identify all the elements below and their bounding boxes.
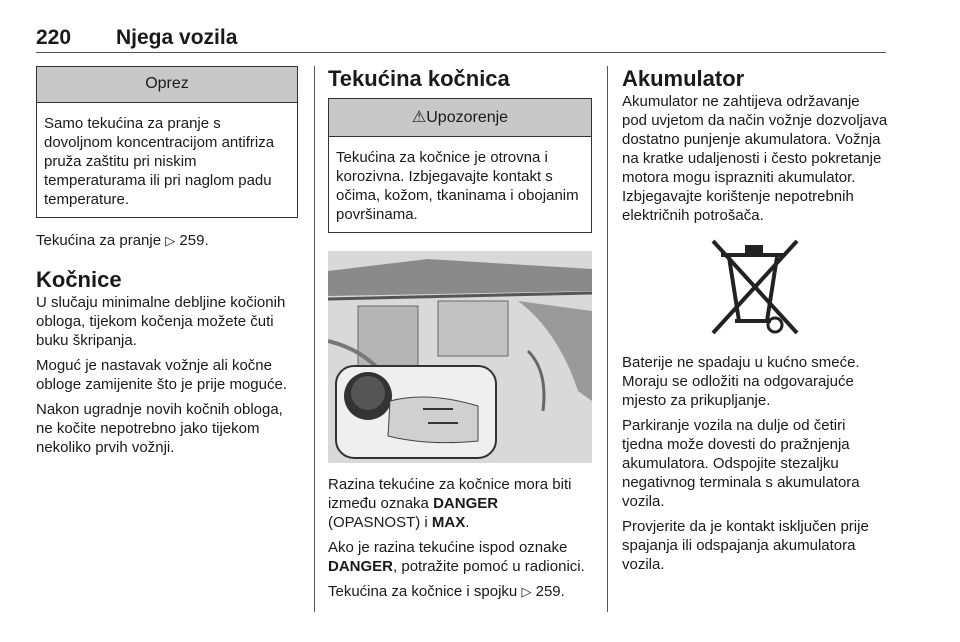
battery-paragraph-3: Baterije ne spadaju u kućno smeće. Moraju se odložiti na odgovarajuće mjesto za prikupljanje. <box>622 354 860 409</box>
brakes-paragraph-1: U slučaju minimalne debljine kočionih obloga, tijekom kočenja možete čuti buku škripanja. <box>36 294 286 349</box>
caution-title: Oprez <box>37 67 297 103</box>
reference-page: 259. <box>179 232 209 249</box>
brake-fluid-reservoir-photo <box>328 251 592 463</box>
battery-paragraph-5: Provjerite da je kontakt isključen prije spajanja ili odspajanja akumulatora vozila. <box>622 518 869 573</box>
battery-paragraph-2: Izbjegavajte korištenje nepotrebnih električnih potrošača. <box>622 188 854 224</box>
brakes-paragraph-2: Moguć je nastavak vožnje ali kočne obloge zamijenite što je prije moguće. <box>36 357 287 393</box>
brake-fluid-level-paragraph: Razina tekućine za kočnice mora biti između oznaka DANGER (OPASNOST) i MAX. <box>328 476 572 531</box>
washer-fluid-reference[interactable]: Tekućina za pranje ▷ 259. <box>36 232 209 249</box>
caution-text: Samo tekućina za pranje s dovoljnom koncentracijom antifriza pruža zaštitu pri niskim temperaturama ili pri naglom padu temperature. <box>44 115 275 208</box>
caution-box <box>36 66 298 218</box>
brakes-heading: Kočnice <box>36 267 122 292</box>
column-divider <box>607 66 608 612</box>
battery-paragraph-1: Akumulator ne zahtijeva održavanje pod uvjetom da način vožnje dozvoljava dostatno punjenje akumulatora. Vožnja na kratke udaljenosti i često pokretanje motora mogu isprazniti akumulator. <box>622 93 888 186</box>
warning-box <box>328 98 592 233</box>
page-number: 220 <box>36 26 72 49</box>
danger-mark-label: DANGER <box>433 495 499 512</box>
column-left <box>36 66 298 457</box>
warning-title: Upozorenje <box>426 109 509 126</box>
danger-mark-label-2: DANGER <box>328 558 394 575</box>
column-middle <box>328 66 592 601</box>
max-mark-label: MAX <box>431 514 466 531</box>
battery-heading: Akumulator <box>622 66 745 91</box>
warning-text: Tekućina za kočnice je otrovna i korozivna. Izbjegavajte kontakt s očima, kožom, tkaninama i obojanim površinama. <box>336 149 579 223</box>
battery-paragraph-4: Parkiranje vozila na dulje od četiri tjedna može dovesti do pražnjenja akumulatora. Odspojite stezaljku negativnog terminala s akumulatora vozila. <box>622 417 860 510</box>
page-header <box>36 22 886 53</box>
column-right <box>622 66 888 574</box>
low-fluid-paragraph: Ako je razina tekućine ispod oznake DANGER, potražite pomoć u radionici. <box>328 539 585 575</box>
brake-fluid-heading: Tekućina kočnica <box>328 66 510 91</box>
crossed-out-bin-icon <box>707 235 803 339</box>
reference-page: 259. <box>535 583 565 600</box>
page-reference-icon: ▷ <box>165 233 176 248</box>
warning-header <box>329 99 591 137</box>
brake-clutch-fluid-reference[interactable]: Tekućina za kočnice i spojku ▷ 259. <box>328 583 565 600</box>
warning-triangle-icon: ⚠ <box>411 109 427 126</box>
chapter-title: Njega vozila <box>116 26 238 49</box>
brakes-paragraph-3: Nakon ugradnje novih kočnih obloga, ne kočite nepotrebno jako tijekom nekoliko prvih vožnji. <box>36 401 283 456</box>
page-reference-icon: ▷ <box>521 584 532 599</box>
column-divider <box>314 66 315 612</box>
